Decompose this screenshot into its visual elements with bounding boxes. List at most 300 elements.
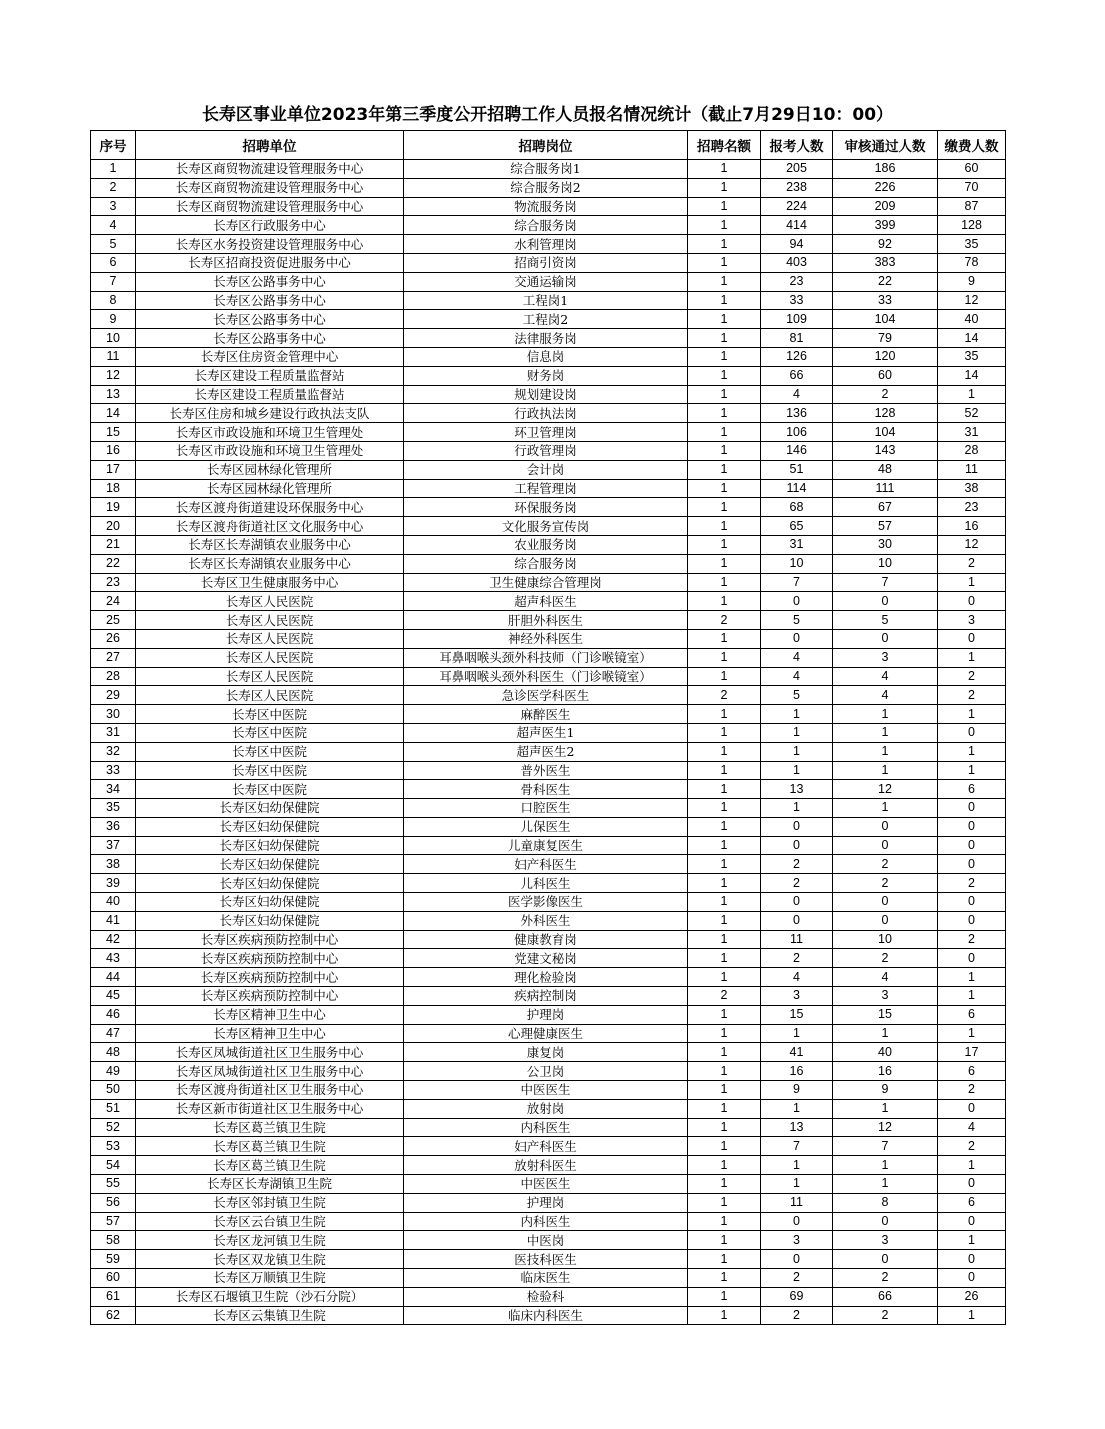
- cell-applicants: 41: [761, 1043, 833, 1062]
- cell-approved: 1: [833, 761, 938, 780]
- cell-paid: 35: [938, 235, 1006, 254]
- cell-position: 信息岗: [404, 347, 688, 366]
- cell-unit: 长寿区疾病预防控制中心: [136, 930, 404, 949]
- cell-position: 健康教育岗: [404, 930, 688, 949]
- table-row: [91, 1250, 1006, 1269]
- cell-quota: 1: [688, 366, 761, 385]
- cell-applicants: 224: [761, 197, 833, 216]
- cell-unit: 长寿区商贸物流建设管理服务中心: [136, 178, 404, 197]
- cell-index: 3: [91, 197, 136, 216]
- cell-position: 放射岗: [404, 1099, 688, 1118]
- header-index: 序号: [91, 131, 136, 160]
- cell-applicants: 5: [761, 611, 833, 630]
- cell-paid: 2: [938, 667, 1006, 686]
- cell-paid: 0: [938, 592, 1006, 611]
- cell-index: 34: [91, 780, 136, 799]
- table-row: [91, 235, 1006, 254]
- cell-quota: 1: [688, 1024, 761, 1043]
- cell-position: 麻醉医生: [404, 705, 688, 724]
- cell-position: 骨科医生: [404, 780, 688, 799]
- cell-paid: 1: [938, 573, 1006, 592]
- cell-quota: 1: [688, 197, 761, 216]
- cell-unit: 长寿区中医院: [136, 780, 404, 799]
- cell-position: 党建文秘岗: [404, 949, 688, 968]
- cell-index: 50: [91, 1081, 136, 1100]
- cell-approved: 1: [833, 1024, 938, 1043]
- cell-quota: 1: [688, 235, 761, 254]
- cell-unit: 长寿区招商投资促进服务中心: [136, 253, 404, 272]
- cell-approved: 0: [833, 1212, 938, 1231]
- cell-index: 4: [91, 216, 136, 235]
- cell-index: 7: [91, 272, 136, 291]
- cell-approved: 0: [833, 592, 938, 611]
- table-row: [91, 366, 1006, 385]
- cell-unit: 长寿区长寿湖镇农业服务中心: [136, 554, 404, 573]
- cell-index: 43: [91, 949, 136, 968]
- table-row: [91, 385, 1006, 404]
- cell-index: 54: [91, 1156, 136, 1175]
- cell-applicants: 3: [761, 1231, 833, 1250]
- cell-approved: 10: [833, 930, 938, 949]
- table-row: [91, 874, 1006, 893]
- cell-applicants: 403: [761, 253, 833, 272]
- cell-applicants: 114: [761, 479, 833, 498]
- cell-index: 12: [91, 366, 136, 385]
- cell-paid: 0: [938, 911, 1006, 930]
- cell-index: 56: [91, 1193, 136, 1212]
- cell-quota: 1: [688, 667, 761, 686]
- cell-position: 环保服务岗: [404, 498, 688, 517]
- cell-approved: 5: [833, 611, 938, 630]
- cell-paid: 40: [938, 310, 1006, 329]
- cell-quota: 1: [688, 1156, 761, 1175]
- cell-quota: 1: [688, 272, 761, 291]
- table-row: [91, 460, 1006, 479]
- cell-index: 35: [91, 799, 136, 818]
- cell-quota: 1: [688, 291, 761, 310]
- cell-unit: 长寿区新市街道社区卫生服务中心: [136, 1099, 404, 1118]
- table-row: [91, 160, 1006, 179]
- cell-unit: 长寿区妇幼保健院: [136, 817, 404, 836]
- cell-approved: 22: [833, 272, 938, 291]
- cell-applicants: 13: [761, 780, 833, 799]
- cell-position: 水利管理岗: [404, 235, 688, 254]
- cell-position: 儿保医生: [404, 817, 688, 836]
- cell-paid: 1: [938, 705, 1006, 724]
- cell-applicants: 5: [761, 686, 833, 705]
- cell-approved: 12: [833, 780, 938, 799]
- table-row: [91, 987, 1006, 1006]
- cell-quota: 1: [688, 893, 761, 912]
- cell-quota: 1: [688, 517, 761, 536]
- table-row: [91, 479, 1006, 498]
- cell-index: 22: [91, 554, 136, 573]
- cell-position: 耳鼻咽喉头颈外科技师（门诊喉镜室）: [404, 648, 688, 667]
- cell-paid: 0: [938, 1175, 1006, 1194]
- cell-approved: 226: [833, 178, 938, 197]
- cell-quota: 1: [688, 498, 761, 517]
- cell-applicants: 1: [761, 1175, 833, 1194]
- table-row: [91, 1306, 1006, 1325]
- cell-approved: 40: [833, 1043, 938, 1062]
- cell-applicants: 1: [761, 723, 833, 742]
- cell-unit: 长寿区水务投资建设管理服务中心: [136, 235, 404, 254]
- cell-quota: 1: [688, 1137, 761, 1156]
- table-row: [91, 1043, 1006, 1062]
- cell-position: 招商引资岗: [404, 253, 688, 272]
- cell-quota: 1: [688, 535, 761, 554]
- cell-unit: 长寿区云集镇卫生院: [136, 1306, 404, 1325]
- cell-applicants: 2: [761, 1306, 833, 1325]
- table-row: [91, 554, 1006, 573]
- cell-index: 52: [91, 1118, 136, 1137]
- cell-applicants: 0: [761, 836, 833, 855]
- cell-quota: 1: [688, 629, 761, 648]
- cell-quota: 1: [688, 1306, 761, 1325]
- cell-applicants: 1: [761, 1024, 833, 1043]
- cell-paid: 1: [938, 761, 1006, 780]
- cell-quota: 1: [688, 1099, 761, 1118]
- cell-quota: 1: [688, 1193, 761, 1212]
- cell-approved: 66: [833, 1287, 938, 1306]
- cell-paid: 2: [938, 686, 1006, 705]
- cell-index: 37: [91, 836, 136, 855]
- cell-unit: 长寿区人民医院: [136, 648, 404, 667]
- cell-applicants: 109: [761, 310, 833, 329]
- cell-quota: 1: [688, 1231, 761, 1250]
- cell-quota: 1: [688, 441, 761, 460]
- table-row: [91, 1081, 1006, 1100]
- table-row: [91, 253, 1006, 272]
- cell-position: 医学影像医生: [404, 893, 688, 912]
- cell-index: 18: [91, 479, 136, 498]
- header-unit: 招聘单位: [136, 131, 404, 160]
- registration-table: [90, 130, 1006, 1325]
- cell-quota: 1: [688, 160, 761, 179]
- cell-unit: 长寿区人民医院: [136, 629, 404, 648]
- table-row: [91, 911, 1006, 930]
- cell-position: 放射科医生: [404, 1156, 688, 1175]
- cell-unit: 长寿区妇幼保健院: [136, 799, 404, 818]
- cell-quota: 1: [688, 329, 761, 348]
- table-row: [91, 1137, 1006, 1156]
- cell-approved: 128: [833, 404, 938, 423]
- cell-paid: 1: [938, 385, 1006, 404]
- cell-approved: 0: [833, 893, 938, 912]
- cell-quota: 1: [688, 1118, 761, 1137]
- table-row: [91, 291, 1006, 310]
- cell-index: 33: [91, 761, 136, 780]
- cell-position: 会计岗: [404, 460, 688, 479]
- cell-approved: 111: [833, 479, 938, 498]
- cell-paid: 14: [938, 366, 1006, 385]
- cell-index: 39: [91, 874, 136, 893]
- cell-unit: 长寿区葛兰镇卫生院: [136, 1156, 404, 1175]
- cell-index: 51: [91, 1099, 136, 1118]
- table-row: [91, 799, 1006, 818]
- cell-paid: 0: [938, 629, 1006, 648]
- cell-applicants: 7: [761, 573, 833, 592]
- cell-quota: 1: [688, 874, 761, 893]
- table-row: [91, 836, 1006, 855]
- cell-applicants: 0: [761, 629, 833, 648]
- cell-index: 58: [91, 1231, 136, 1250]
- cell-position: 交通运输岗: [404, 272, 688, 291]
- table-row: [91, 592, 1006, 611]
- cell-unit: 长寿区行政服务中心: [136, 216, 404, 235]
- cell-unit: 长寿区公路事务中心: [136, 291, 404, 310]
- cell-unit: 长寿区万顺镇卫生院: [136, 1269, 404, 1288]
- cell-applicants: 3: [761, 987, 833, 1006]
- cell-applicants: 51: [761, 460, 833, 479]
- table-header: [91, 131, 1006, 160]
- cell-applicants: 11: [761, 930, 833, 949]
- cell-applicants: 136: [761, 404, 833, 423]
- cell-applicants: 1: [761, 1099, 833, 1118]
- cell-approved: 60: [833, 366, 938, 385]
- cell-approved: 2: [833, 874, 938, 893]
- cell-unit: 长寿区妇幼保健院: [136, 911, 404, 930]
- header-approved: 审核通过人数: [833, 131, 938, 160]
- cell-unit: 长寿区石堰镇卫生院（沙石分院）: [136, 1287, 404, 1306]
- cell-position: 耳鼻咽喉头颈外科医生（门诊喉镜室）: [404, 667, 688, 686]
- cell-quota: 1: [688, 911, 761, 930]
- cell-approved: 1: [833, 1175, 938, 1194]
- cell-paid: 1: [938, 648, 1006, 667]
- cell-quota: 1: [688, 1062, 761, 1081]
- cell-index: 45: [91, 987, 136, 1006]
- cell-paid: 1: [938, 1231, 1006, 1250]
- cell-approved: 1: [833, 723, 938, 742]
- cell-position: 护理岗: [404, 1193, 688, 1212]
- table-row: [91, 1287, 1006, 1306]
- cell-approved: 7: [833, 1137, 938, 1156]
- cell-position: 临床医生: [404, 1269, 688, 1288]
- cell-paid: 0: [938, 723, 1006, 742]
- cell-approved: 0: [833, 911, 938, 930]
- table-row: [91, 441, 1006, 460]
- cell-position: 内科医生: [404, 1212, 688, 1231]
- table-row: [91, 404, 1006, 423]
- cell-index: 24: [91, 592, 136, 611]
- cell-paid: 12: [938, 535, 1006, 554]
- cell-index: 36: [91, 817, 136, 836]
- table-row: [91, 197, 1006, 216]
- cell-applicants: 1: [761, 799, 833, 818]
- cell-paid: 0: [938, 1212, 1006, 1231]
- cell-quota: 2: [688, 686, 761, 705]
- table-row: [91, 761, 1006, 780]
- cell-unit: 长寿区渡舟街道建设环保服务中心: [136, 498, 404, 517]
- cell-index: 49: [91, 1062, 136, 1081]
- cell-paid: 16: [938, 517, 1006, 536]
- cell-approved: 79: [833, 329, 938, 348]
- cell-approved: 0: [833, 817, 938, 836]
- cell-applicants: 23: [761, 272, 833, 291]
- cell-position: 综合服务岗: [404, 216, 688, 235]
- cell-index: 10: [91, 329, 136, 348]
- table-row: [91, 1024, 1006, 1043]
- table-row: [91, 723, 1006, 742]
- cell-unit: 长寿区凤城街道社区卫生服务中心: [136, 1043, 404, 1062]
- cell-approved: 1: [833, 1099, 938, 1118]
- cell-quota: 1: [688, 310, 761, 329]
- cell-applicants: 1: [761, 1156, 833, 1175]
- cell-applicants: 0: [761, 592, 833, 611]
- cell-index: 16: [91, 441, 136, 460]
- cell-quota: 1: [688, 968, 761, 987]
- cell-index: 26: [91, 629, 136, 648]
- cell-approved: 209: [833, 197, 938, 216]
- cell-position: 综合服务岗1: [404, 160, 688, 179]
- cell-unit: 长寿区渡舟街道社区文化服务中心: [136, 517, 404, 536]
- cell-position: 综合服务岗: [404, 554, 688, 573]
- cell-unit: 长寿区中医院: [136, 705, 404, 724]
- cell-unit: 长寿区邻封镇卫生院: [136, 1193, 404, 1212]
- cell-unit: 长寿区市政设施和环境卫生管理处: [136, 423, 404, 442]
- cell-unit: 长寿区园林绿化管理所: [136, 479, 404, 498]
- cell-approved: 67: [833, 498, 938, 517]
- cell-approved: 3: [833, 987, 938, 1006]
- table-row: [91, 573, 1006, 592]
- cell-approved: 1: [833, 1156, 938, 1175]
- cell-quota: 1: [688, 742, 761, 761]
- cell-approved: 120: [833, 347, 938, 366]
- table-row: [91, 1269, 1006, 1288]
- cell-index: 2: [91, 178, 136, 197]
- cell-approved: 1: [833, 705, 938, 724]
- table-row: [91, 178, 1006, 197]
- cell-approved: 2: [833, 385, 938, 404]
- cell-unit: 长寿区疾病预防控制中心: [136, 987, 404, 1006]
- cell-approved: 12: [833, 1118, 938, 1137]
- table-row: [91, 1156, 1006, 1175]
- cell-index: 53: [91, 1137, 136, 1156]
- cell-paid: 0: [938, 949, 1006, 968]
- cell-paid: 128: [938, 216, 1006, 235]
- cell-position: 口腔医生: [404, 799, 688, 818]
- cell-quota: 1: [688, 592, 761, 611]
- cell-applicants: 4: [761, 385, 833, 404]
- table-row: [91, 310, 1006, 329]
- cell-unit: 长寿区妇幼保健院: [136, 836, 404, 855]
- table-row: [91, 423, 1006, 442]
- cell-index: 55: [91, 1175, 136, 1194]
- cell-position: 理化检验岗: [404, 968, 688, 987]
- cell-position: 护理岗: [404, 1005, 688, 1024]
- cell-paid: 6: [938, 1062, 1006, 1081]
- cell-position: 急诊医学科医生: [404, 686, 688, 705]
- cell-index: 13: [91, 385, 136, 404]
- table-row: [91, 930, 1006, 949]
- cell-paid: 0: [938, 817, 1006, 836]
- cell-position: 财务岗: [404, 366, 688, 385]
- cell-approved: 2: [833, 1306, 938, 1325]
- cell-paid: 6: [938, 1193, 1006, 1212]
- cell-applicants: 1: [761, 705, 833, 724]
- cell-approved: 30: [833, 535, 938, 554]
- cell-unit: 长寿区疾病预防控制中心: [136, 968, 404, 987]
- cell-unit: 长寿区葛兰镇卫生院: [136, 1137, 404, 1156]
- page-title: 长寿区事业单位2023年第三季度公开招聘工作人员报名情况统计（截止7月29日10：00）: [201, 105, 894, 125]
- cell-unit: 长寿区妇幼保健院: [136, 855, 404, 874]
- cell-index: 47: [91, 1024, 136, 1043]
- cell-unit: 长寿区公路事务中心: [136, 329, 404, 348]
- cell-paid: 0: [938, 836, 1006, 855]
- cell-quota: 1: [688, 253, 761, 272]
- header-paid: 缴费人数: [938, 131, 1006, 160]
- cell-approved: 2: [833, 855, 938, 874]
- cell-applicants: 4: [761, 667, 833, 686]
- cell-paid: 6: [938, 780, 1006, 799]
- cell-quota: 1: [688, 723, 761, 742]
- cell-unit: 长寿区商贸物流建设管理服务中心: [136, 197, 404, 216]
- cell-position: 康复岗: [404, 1043, 688, 1062]
- table-row: [91, 517, 1006, 536]
- table-row: [91, 705, 1006, 724]
- cell-paid: 0: [938, 1269, 1006, 1288]
- table-row: [91, 817, 1006, 836]
- cell-approved: 7: [833, 573, 938, 592]
- cell-approved: 186: [833, 160, 938, 179]
- table-row: [91, 893, 1006, 912]
- table-row: [91, 1212, 1006, 1231]
- cell-approved: 92: [833, 235, 938, 254]
- cell-paid: 1: [938, 1306, 1006, 1325]
- cell-index: 48: [91, 1043, 136, 1062]
- table-row: [91, 686, 1006, 705]
- cell-position: 工程岗2: [404, 310, 688, 329]
- cell-approved: 10: [833, 554, 938, 573]
- cell-applicants: 0: [761, 911, 833, 930]
- cell-paid: 9: [938, 272, 1006, 291]
- cell-paid: 2: [938, 874, 1006, 893]
- cell-index: 41: [91, 911, 136, 930]
- cell-index: 20: [91, 517, 136, 536]
- cell-approved: 2: [833, 949, 938, 968]
- cell-applicants: 65: [761, 517, 833, 536]
- cell-quota: 1: [688, 216, 761, 235]
- cell-paid: 23: [938, 498, 1006, 517]
- table-row: [91, 1005, 1006, 1024]
- cell-index: 31: [91, 723, 136, 742]
- cell-paid: 2: [938, 1137, 1006, 1156]
- cell-applicants: 94: [761, 235, 833, 254]
- cell-unit: 长寿区中医院: [136, 723, 404, 742]
- cell-unit: 长寿区园林绿化管理所: [136, 460, 404, 479]
- table-row: [91, 1193, 1006, 1212]
- cell-quota: 1: [688, 930, 761, 949]
- cell-paid: 3: [938, 611, 1006, 630]
- cell-quota: 1: [688, 347, 761, 366]
- cell-index: 23: [91, 573, 136, 592]
- cell-unit: 长寿区精神卫生中心: [136, 1005, 404, 1024]
- cell-position: 儿童康复医生: [404, 836, 688, 855]
- table-row: [91, 272, 1006, 291]
- table-row: [91, 535, 1006, 554]
- cell-paid: 1: [938, 987, 1006, 1006]
- cell-quota: 1: [688, 1269, 761, 1288]
- cell-paid: 78: [938, 253, 1006, 272]
- cell-quota: 1: [688, 1043, 761, 1062]
- cell-unit: 长寿区渡舟街道社区卫生服务中心: [136, 1081, 404, 1100]
- cell-index: 29: [91, 686, 136, 705]
- cell-paid: 1: [938, 968, 1006, 987]
- cell-position: 超声科医生: [404, 592, 688, 611]
- cell-position: 妇产科医生: [404, 1137, 688, 1156]
- cell-position: 文化服务宣传岗: [404, 517, 688, 536]
- cell-index: 1: [91, 160, 136, 179]
